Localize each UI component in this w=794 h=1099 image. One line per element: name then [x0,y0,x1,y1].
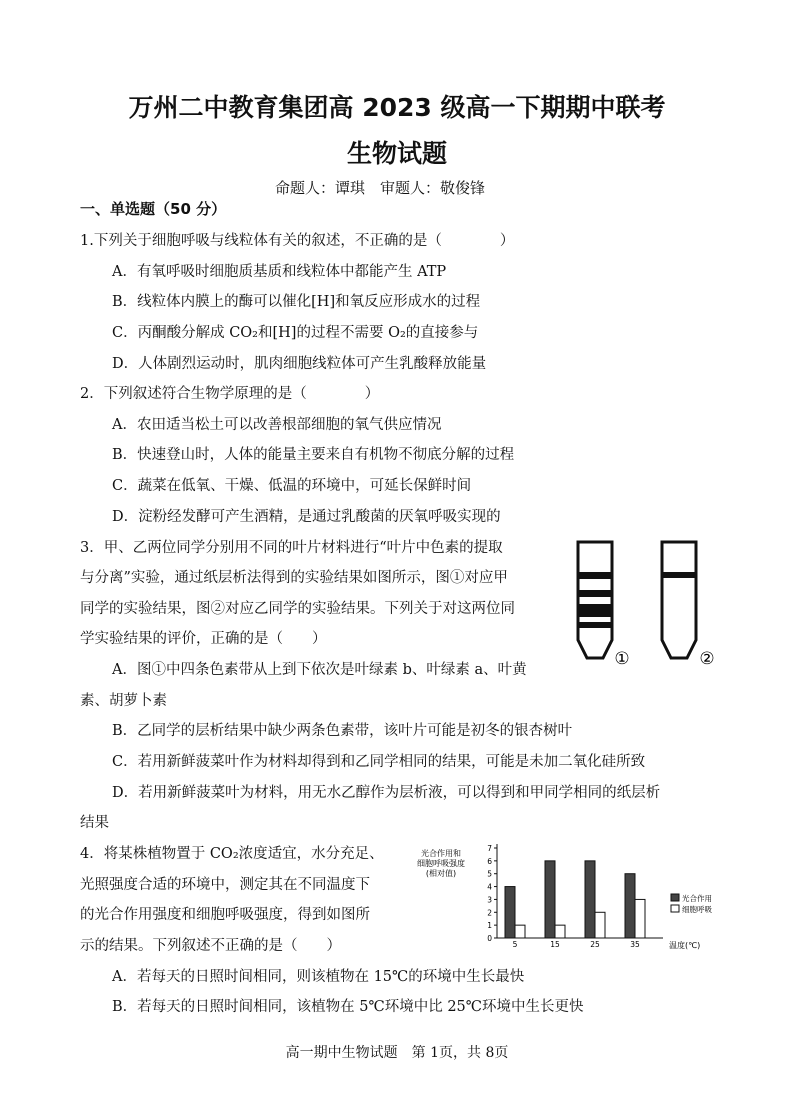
y-tick-label: 4 [487,882,492,892]
question-3-stem-line: 学实验结果的评价，正确的是（ ） [80,631,327,647]
bar-光合作用 [585,861,595,938]
question-3-stem-line: 与分离”实验，通过纸层析法得到的实验结果如图所示，图①对应甲 [80,570,508,586]
bar-光合作用 [545,861,555,938]
y-tick-label: 5 [487,869,492,879]
x-tick-label: 25 [590,940,600,949]
question-3-option-a-cont: 素、胡萝卜素 [80,693,167,709]
exam-subtitle: 生物试题 [346,139,447,168]
legend-swatch [671,905,679,912]
paper-strip-1 [578,542,612,658]
pigment-band [662,572,696,578]
question-4-stem-line: 光照强度合适的环境中，测定其在不同温度下 [80,877,370,893]
question-3-option-d: D．若用新鲜菠菜叶为材料，用无水乙醇作为层析液，可以得到和甲同学相同的纸层析 [112,785,661,801]
question-3-option-b: B．乙同学的层析结果中缺少两条色素带，该叶片可能是初冬的银杏树叶 [112,723,573,739]
bar-chart [415,840,715,955]
legend-label: 光合作用 [682,894,712,903]
question-1-stem: 1.下列关于细胞呼吸与线粒体有关的叙述，不正确的是（ ） [80,233,515,249]
figure-label-1: ① [614,649,630,669]
x-tick-label: 35 [630,940,640,949]
x-tick-label: 5 [512,940,518,949]
question-1-option-b: B．线粒体内膜上的酶可以催化[H]和氧反应形成水的过程 [112,294,481,310]
y-axis-label-line: (相对值) [425,869,457,878]
section-heading: 一、单选题（50 分） [80,200,227,218]
pigment-band [578,622,612,628]
bar-细胞呼吸 [555,925,565,938]
pigment-band [578,590,612,597]
x-tick-label: 15 [550,940,560,949]
question-3-option-c: C．若用新鲜菠菜叶作为材料却得到和乙同学相同的结果，可能是未加二氧化硅所致 [112,754,646,770]
y-tick-label: 7 [487,844,492,853]
legend-swatch [671,894,679,901]
question-3-option-a: A．图①中四条色素带从上到下依次是叶绿素 b、叶绿素 a、叶黄 [112,662,527,678]
question-2-option-c: C．蔬菜在低氧、干燥、低温的环境中，可延长保鲜时间 [112,478,472,494]
question-3-stem-line: 3．甲、乙两位同学分别用不同的叶片材料进行“叶片中色素的提取 [80,540,503,556]
question-4-option-b: B．若每天的日照时间相同，该植物在 5℃环境中比 25℃环境中生长更快 [112,999,584,1015]
y-tick-label: 2 [487,908,492,918]
question-2-option-d: D．淀粉经发酵可产生酒精，是通过乳酸菌的厌氧呼吸实现的 [112,509,501,525]
question-2-option-b: B．快速登山时，人体的能量主要来自有机物不彻底分解的过程 [112,447,515,463]
question-2-stem: 2．下列叙述符合生物学原理的是（ ） [80,386,380,402]
x-axis-label: 温度(℃) [669,941,701,950]
y-tick-label: 6 [487,856,492,866]
pigment-band [578,572,612,579]
bar-光合作用 [625,874,635,938]
bar-细胞呼吸 [635,899,645,938]
y-axis-label-line: 细胞呼吸强度 [417,859,465,868]
question-4-stem-line: 的光合作用强度和细胞呼吸强度，得到如图所 [80,907,370,923]
question-4-stem-line: 4．将某株植物置于 CO₂浓度适宜，水分充足、 [80,846,384,862]
legend-label: 细胞呼吸 [682,905,712,914]
question-3-option-d-cont: 结果 [80,815,109,831]
authors-line: 命题人：谭琪 审题人：敬俊锋 [275,179,486,197]
question-2-option-a: A．农田适当松土可以改善根部细胞的氧气供应情况 [112,417,442,433]
bar-细胞呼吸 [515,925,525,938]
pigment-band [578,604,612,617]
question-4-option-a: A．若每天的日照时间相同，则该植物在 15℃的环境中生长最快 [112,969,525,985]
y-axis-label-line: 光合作用和 [421,849,461,858]
chromatography-figure [570,540,730,670]
page-footer: 高一期中生物试题 第 1页，共 8页 [285,1045,509,1061]
figure-label-2: ② [699,649,715,669]
y-tick-label: 3 [487,895,492,905]
y-tick-label: 1 [487,921,492,931]
paper-strip-2 [662,542,696,658]
question-4-stem-line: 示的结果。下列叙述不正确的是（ ） [80,938,341,954]
question-1-option-d: D．人体剧烈运动时，肌肉细胞线粒体可产生乳酸释放能量 [112,356,487,372]
bar-光合作用 [505,887,515,938]
bar-细胞呼吸 [595,912,605,938]
question-3-stem-line: 同学的实验结果，图②对应乙同学的实验结果。下列关于对这两位同 [80,601,515,617]
question-1-option-a: A．有氧呼吸时细胞质基质和线粒体中都能产生 ATP [112,264,447,280]
y-tick-label: 0 [487,934,492,943]
exam-title: 万州二中教育集团高 2023 级高一下期期中联考 [128,93,666,122]
question-1-option-c: C．丙酮酸分解成 CO₂和[H]的过程不需要 O₂的直接参与 [112,325,479,341]
